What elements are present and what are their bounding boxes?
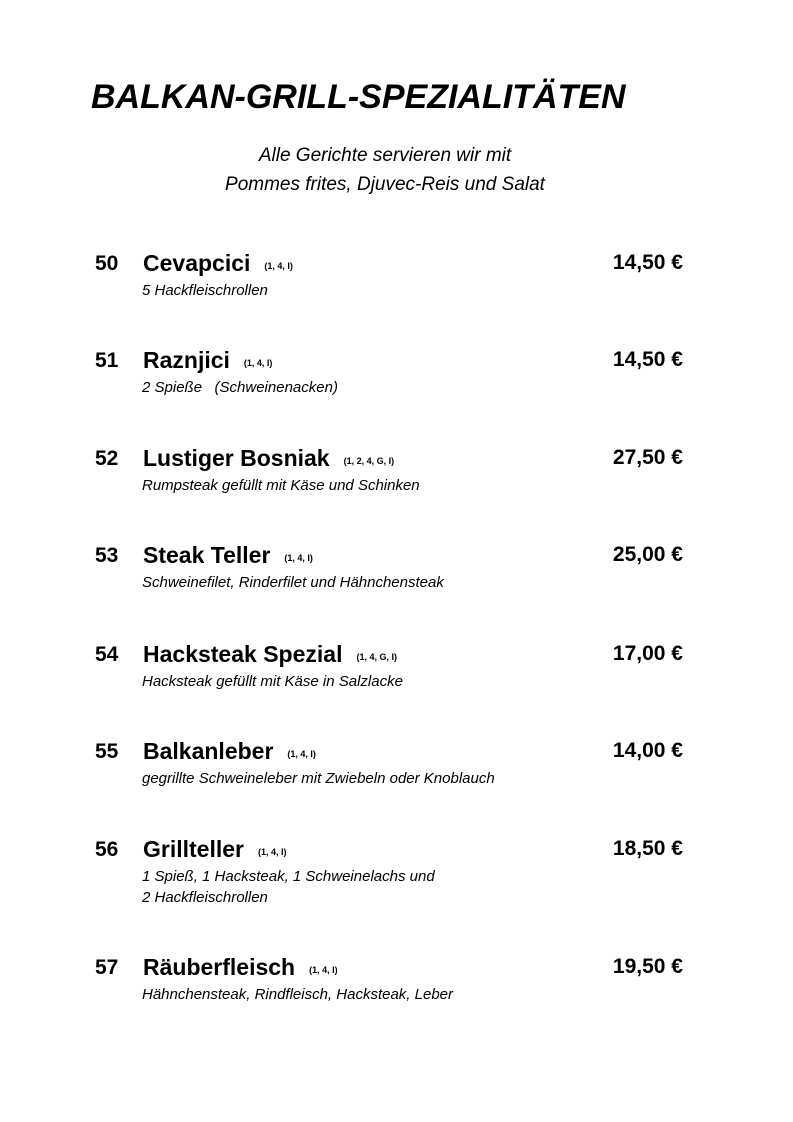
item-description-line: 1 Spieß, 1 Hacksteak, 1 Schweinelachs und	[142, 868, 435, 885]
item-allergens: (1, 4, I)	[264, 261, 293, 271]
item-name-line	[143, 347, 272, 374]
item-number: 50	[95, 252, 119, 275]
item-description	[142, 866, 435, 908]
item-name-line	[143, 954, 338, 981]
subtitle-line-1: Alle Gerichte servieren wir mit	[258, 145, 512, 166]
item-allergens: (1, 4, I)	[287, 749, 316, 759]
item-description-line: 2 Hackfleischrollen	[142, 889, 268, 906]
item-price: 14,00 €	[612, 739, 683, 762]
item-price: 18,50 €	[612, 837, 683, 860]
item-price: 14,50 €	[612, 251, 683, 274]
item-price: 27,50 €	[612, 446, 683, 469]
item-number: 54	[95, 643, 119, 666]
item-name-line	[143, 542, 313, 569]
item-allergens: (1, 4, I)	[309, 965, 338, 975]
item-name: Räuberfleisch	[143, 954, 296, 980]
item-description-line: Hähnchensteak, Rindfleisch, Hacksteak, Leber	[142, 986, 454, 1003]
item-allergens: (1, 2, 4, G, I)	[343, 456, 395, 466]
item-description-line: Rumpsteak gefüllt mit Käse und Schinken	[142, 477, 420, 494]
item-name: Raznjici	[143, 347, 230, 373]
item-number: 55	[95, 740, 119, 763]
item-allergens: (1, 4, I)	[284, 553, 313, 563]
item-price: 14,50 €	[612, 348, 683, 371]
item-name: Hacksteak Spezial	[143, 641, 343, 667]
item-price: 25,00 €	[612, 543, 683, 566]
item-name: Lustiger Bosniak	[143, 445, 330, 471]
item-name-line	[143, 250, 293, 277]
item-description	[142, 280, 268, 301]
menu-item	[0, 542, 793, 602]
menu-item	[0, 738, 793, 798]
item-name: Cevapcici	[143, 250, 251, 276]
menu-item	[0, 250, 793, 310]
item-number: 51	[95, 349, 119, 372]
item-name-line	[143, 445, 394, 472]
item-name: Steak Teller	[143, 542, 271, 568]
item-description-line: Hacksteak gefüllt mit Käse in Salzlacke	[142, 673, 403, 690]
item-name-line	[143, 836, 287, 863]
item-allergens: (1, 4, I)	[243, 358, 273, 368]
item-description	[142, 984, 453, 1005]
menu-item	[0, 641, 793, 701]
item-description	[142, 671, 403, 692]
item-name-line	[143, 641, 397, 668]
page-title: BALKAN-GRILL-SPEZIALITÄTEN	[91, 78, 626, 116]
item-name-line	[143, 738, 316, 765]
item-number: 52	[95, 447, 119, 470]
menu-item	[0, 445, 793, 505]
item-description-line: 2 Spieße (Schweinenacken)	[142, 379, 338, 396]
item-price: 19,50 €	[612, 955, 683, 978]
item-name: Balkanleber	[143, 738, 274, 764]
item-description-line: gegrillte Schweineleber mit Zwiebeln oder Knoblauch	[142, 770, 495, 787]
item-description-line: 5 Hackfleischrollen	[142, 282, 268, 299]
item-allergens: (1, 4, I)	[257, 847, 287, 857]
item-number: 56	[95, 838, 119, 861]
subtitle-line-2: Pommes frites, Djuvec-Reis und Salat	[225, 174, 545, 195]
menu-item	[0, 954, 793, 1014]
item-allergens: (1, 4, G, I)	[356, 652, 397, 662]
item-description	[142, 768, 495, 789]
item-description-line: Schweinefilet, Rinderfilet und Hähnchensteak	[142, 574, 444, 591]
item-description	[142, 475, 420, 496]
item-number: 57	[95, 956, 119, 979]
item-number: 53	[95, 544, 119, 567]
item-description	[142, 377, 338, 398]
menu-item	[0, 836, 793, 906]
menu-item	[0, 347, 793, 407]
item-price: 17,00 €	[612, 642, 683, 665]
item-name: Grillteller	[143, 836, 244, 862]
item-description	[142, 572, 444, 593]
